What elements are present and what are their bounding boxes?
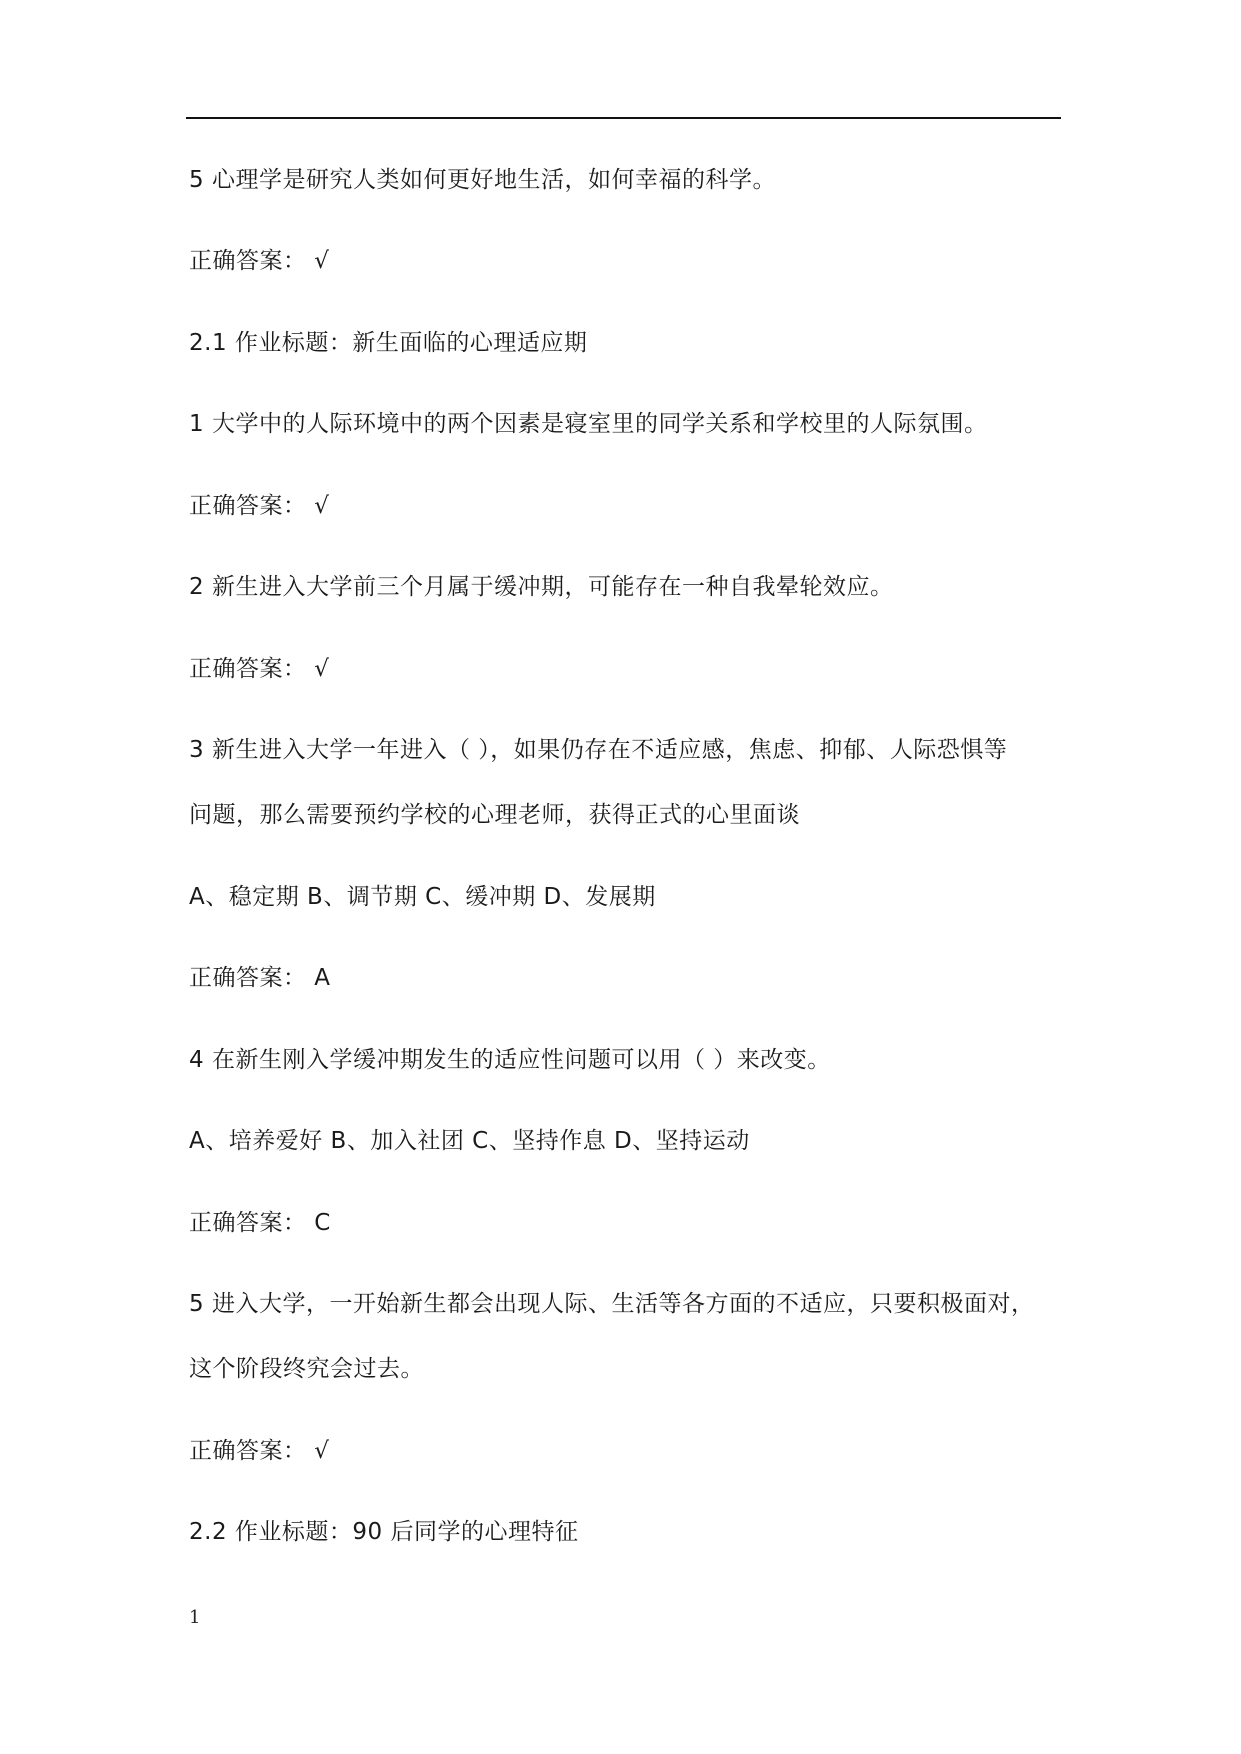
question-1-text: 1 大学中的人际环境中的两个因素是寝室里的同学关系和学校里的人际氛围。 bbox=[189, 411, 988, 437]
question-5-text: 5 心理学是研究人类如何更好地生活，如何幸福的科学。 bbox=[189, 167, 776, 193]
answer-line: 正确答案： √ bbox=[189, 1438, 330, 1464]
question-2-text: 2 新生进入大学前三个月属于缓冲期，可能存在一种自我晕轮效应。 bbox=[189, 574, 894, 600]
answer-line: 正确答案： √ bbox=[189, 493, 330, 519]
section-title-2-1: 2.1 作业标题：新生面临的心理适应期 bbox=[189, 330, 588, 356]
question-3-text: 3 新生进入大学一年进入（ ），如果仍存在不适应感，焦虑、抑郁、人际恐惧等 bbox=[189, 737, 1008, 763]
page-number: 1 bbox=[189, 1607, 201, 1628]
header-rule bbox=[186, 117, 1061, 119]
answer-line: 正确答案： C bbox=[189, 1210, 331, 1236]
answer-line: 正确答案： A bbox=[189, 965, 331, 991]
question-5-text: 5 进入大学，一开始新生都会出现人际、生活等各方面的不适应，只要积极面对， bbox=[189, 1291, 1035, 1317]
answer-line: 正确答案： √ bbox=[189, 248, 330, 274]
question-3-text-continued: 问题，那么需要预约学校的心理老师，获得正式的心里面谈 bbox=[189, 802, 800, 828]
answer-line: 正确答案： √ bbox=[189, 656, 330, 682]
section-title-2-2: 2.2 作业标题：90 后同学的心理特征 bbox=[189, 1519, 579, 1545]
question-5-text-continued: 这个阶段终究会过去。 bbox=[189, 1356, 424, 1382]
question-3-options: A、稳定期 B、调节期 C、缓冲期 D、发展期 bbox=[189, 884, 656, 910]
question-4-options: A、培养爱好 B、加入社团 C、坚持作息 D、坚持运动 bbox=[189, 1128, 750, 1154]
question-4-text: 4 在新生刚入学缓冲期发生的适应性问题可以用（ ）来改变。 bbox=[189, 1047, 831, 1073]
